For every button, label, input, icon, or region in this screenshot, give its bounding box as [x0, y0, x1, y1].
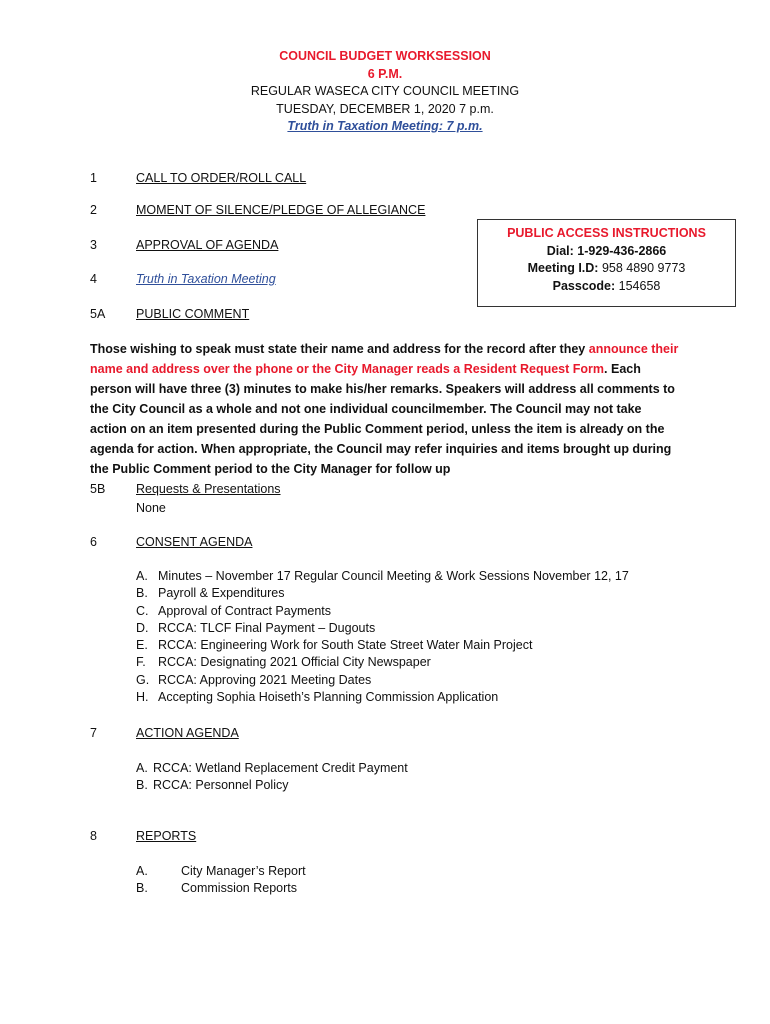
item-label: PUBLIC COMMENT: [136, 307, 250, 321]
passcode: 154658: [618, 278, 661, 293]
item-number: 4: [90, 272, 97, 286]
meeting-title: REGULAR WASECA CITY COUNCIL MEETING: [250, 84, 520, 98]
item-number: 7: [90, 726, 97, 740]
list-text: Approval of Contract Payments: [158, 603, 331, 618]
requests-value: None: [136, 501, 166, 515]
item-number: 1: [90, 171, 97, 185]
list-letter: F.: [136, 655, 146, 670]
list-letter: B.: [136, 586, 148, 601]
list-text: RCCA: TLCF Final Payment – Dugouts: [158, 620, 376, 635]
meeting-id: 958 4890 9773: [601, 261, 686, 275]
list-letter: H.: [136, 690, 149, 705]
list-text: RCCA: Designating 2021 Official City Newspaper: [158, 655, 431, 670]
list-text: RCCA: Personnel Policy: [153, 778, 289, 793]
item-label: REPORTS: [136, 829, 197, 843]
item-number: 5B: [90, 482, 106, 496]
public-comment-text: [90, 339, 680, 479]
list-letter: A.: [136, 761, 148, 775]
list-letter: A.: [136, 569, 148, 583]
worksession-title: COUNCIL BUDGET WORKSESSION: [279, 49, 491, 63]
item-label: APPROVAL OF AGENDA: [136, 238, 279, 252]
item-label: CALL TO ORDER/ROLL CALL: [136, 171, 307, 185]
list-letter: C.: [136, 603, 149, 618]
item-number: 2: [90, 203, 97, 217]
item-label: Requests & Presentations: [136, 482, 281, 496]
list-letter: B.: [136, 778, 148, 793]
list-letter: A.: [136, 864, 148, 878]
truth-in-taxation-item-link[interactable]: Truth in Taxation Meeting: [136, 272, 276, 286]
list-text: RCCA: Engineering Work for South State Street Water Main Project: [158, 638, 533, 653]
dial-label: Dial:: [546, 243, 574, 258]
truth-in-taxation-link[interactable]: Truth in Taxation Meeting: 7 p.m.: [287, 119, 483, 133]
list-text: City Manager’s Report: [181, 864, 306, 878]
item-label: ACTION AGENDA: [136, 726, 239, 740]
worksession-time: 6 P.M.: [367, 66, 403, 81]
list-text: Payroll & Expenditures: [158, 586, 285, 601]
list-letter: D.: [136, 620, 149, 635]
meeting-id-label: Meeting I.D:: [527, 261, 599, 275]
comment-highlight: announce their name and address over the phone or the City Manager reads a Resident Request Form: [90, 342, 679, 376]
item-label: MOMENT OF SILENCE/PLEDGE OF ALLEGIANCE: [136, 203, 426, 217]
item-label: CONSENT AGENDA: [136, 535, 253, 549]
passcode-label: Passcode:: [552, 278, 616, 293]
list-text: RCCA: Wetland Replacement Credit Payment: [153, 761, 408, 775]
item-number: 3: [90, 238, 97, 252]
list-text: Accepting Sophia Hoiseth’s Planning Commission Application: [158, 690, 499, 705]
list-text: Minutes – November 17 Regular Council Meeting & Work Sessions November 12, 17: [158, 569, 629, 583]
list-letter: B.: [136, 881, 148, 896]
comment-text-1: Those wishing to speak must state their name and address for the record after they: [90, 342, 589, 356]
agenda-header: [0, 48, 770, 136]
public-access-box: [477, 219, 736, 307]
comment-text-2: . Each person will have three (3) minutes to make his/her remarks. Speakers will address all comments to the City Council as a whole and not one individual councilmember. The Council may not take action on an item presented during the Public Comment period, unless the item is already on the agenda for action. When appropriate, the Council may refer inquiries and items brought up during the Public Comment period to the City Manager for follow up: [90, 362, 675, 476]
item-number: 6: [90, 535, 97, 549]
public-access-title: PUBLIC ACCESS INSTRUCTIONS: [507, 226, 706, 240]
dial-number: 1-929-436-2866: [577, 243, 667, 258]
list-letter: G.: [136, 672, 150, 687]
list-letter: E.: [136, 638, 148, 653]
list-text: Commission Reports: [181, 881, 298, 896]
meeting-date: TUESDAY, DECEMBER 1, 2020 7 p.m.: [276, 101, 494, 116]
item-number: 8: [90, 829, 97, 843]
list-text: RCCA: Approving 2021 Meeting Dates: [158, 672, 372, 687]
item-number: 5A: [90, 307, 106, 321]
